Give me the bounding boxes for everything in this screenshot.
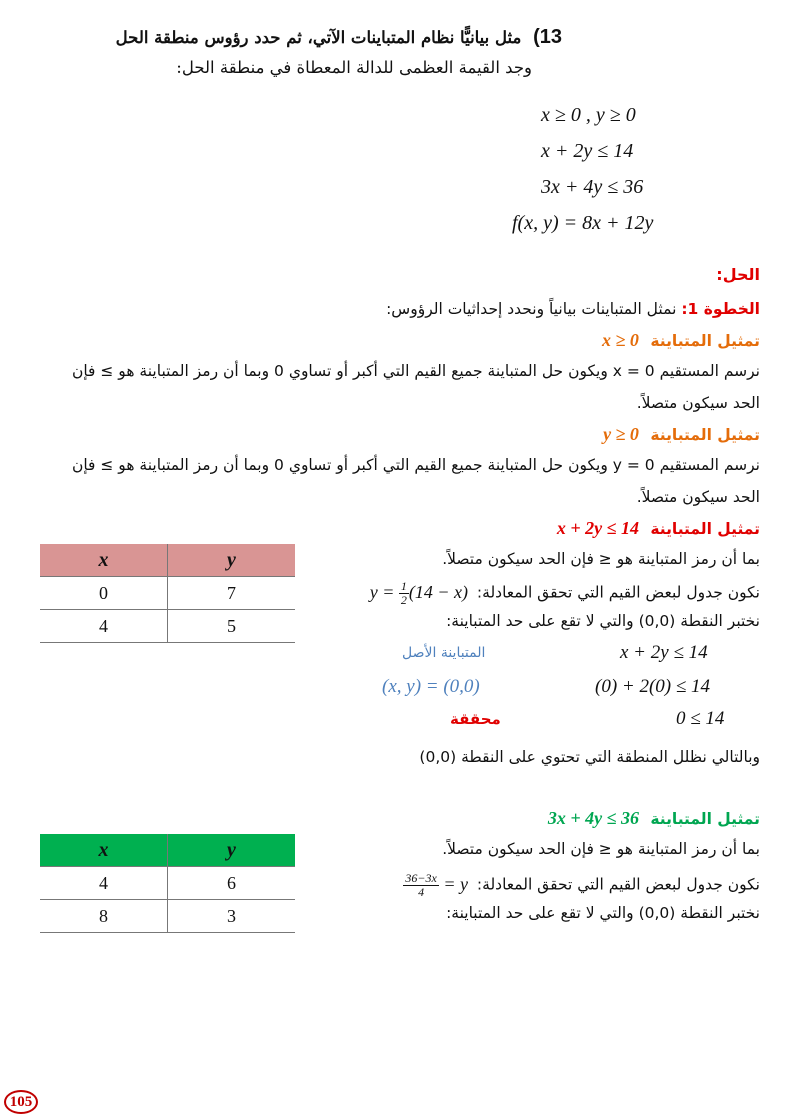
- section-4-line-3: نختبر النقطة (0,0) والتي لا تقع على حد المتباينة:: [446, 904, 760, 922]
- section-4-eq-fraction: [403, 872, 438, 899]
- table-cell: 0: [40, 577, 168, 610]
- section-4-eq-den: 4: [418, 885, 425, 899]
- step-1-label: الخطوة 1:: [681, 300, 760, 318]
- table-cell: 8: [40, 900, 168, 933]
- section-3-ineq: x + 2y ≤ 14: [556, 518, 639, 538]
- label-original-inequality: المتباينة الأصل: [402, 645, 486, 661]
- table-header-y: y: [168, 834, 296, 867]
- section-x-title-text: تمثيل المتباينة: [650, 332, 760, 350]
- table-cell: 3: [168, 900, 296, 933]
- section-y-text-2: الحد سيكون متصلاً.: [636, 488, 760, 506]
- table-row: [40, 544, 295, 577]
- solution-heading: الحل:: [716, 265, 760, 284]
- table-header-x: x: [40, 544, 168, 577]
- table-cell: 5: [168, 610, 296, 643]
- page-number: 105: [9, 1093, 33, 1110]
- section-4-line-2-text: نكون جدول لبعض القيم التي تحقق المعادلة:: [476, 875, 760, 894]
- section-3-title: [557, 518, 760, 539]
- section-3-line-2-text: نكون جدول لبعض القيم التي تحقق المعادلة:: [476, 583, 760, 602]
- section-3-line-2: [300, 580, 760, 607]
- table-row: [40, 834, 295, 867]
- section-3-line-3: نختبر النقطة (0,0) والتي لا تقع على حد المتباينة:: [446, 612, 760, 630]
- problem-line-2: وجد القيمة العظمى للدالة المعطاة في منطقة الحل:: [176, 58, 532, 77]
- section-4-equation: [403, 871, 468, 899]
- section-x-title: [602, 330, 760, 351]
- objective-function: f(x, y) = 8x + 12y: [512, 212, 654, 234]
- section-4-eq-prefix: y =: [438, 873, 468, 894]
- table-cell: 4: [40, 867, 168, 900]
- check-step-b-text: (0) + 2(0) ≤ 14: [595, 676, 711, 697]
- table-row: [40, 577, 295, 610]
- section-y-title: [603, 424, 760, 445]
- system-ineq-2: x + 2y ≤ 14: [541, 140, 634, 162]
- check-step-a: x + 2y ≤ 14: [620, 642, 708, 663]
- label-substitution: (x, y) = (0,0): [382, 676, 480, 697]
- page-number-badge: [4, 1090, 38, 1114]
- section-4-title: [548, 808, 760, 829]
- section-4-line-2: [300, 872, 760, 899]
- section-y-title-text: تمثيل المتباينة: [650, 426, 760, 444]
- problem-text-1: مثل بيانيًّا نظام المتباينات الآتي، ثم حدد رؤوس منطقة الحل: [115, 28, 522, 47]
- section-3-eq-num: 1: [400, 579, 407, 593]
- section-x-ineq: x ≥ 0: [602, 330, 639, 350]
- section-x-text-2: الحد سيكون متصلاً.: [636, 394, 760, 412]
- system-ineq-1: x ≥ 0 , y ≥ 0: [541, 104, 636, 126]
- system-ineq-3: 3x + 4y ≤ 36: [541, 176, 644, 198]
- section-4-ineq: 3x + 4y ≤ 36: [547, 808, 639, 828]
- section-3-conclusion: وبالتالي نظلل المنطقة التي تحتوي على النقطة (0,0): [419, 748, 760, 766]
- check-step-b: [595, 676, 710, 698]
- step-1: [40, 294, 760, 325]
- section-3-line-1: بما أن رمز المتباينة هو ≤ فإن الحد سيكون متصلاً.: [442, 550, 760, 568]
- table-row: [40, 867, 295, 900]
- table-section-3: [40, 544, 295, 643]
- table-header-x: x: [40, 834, 168, 867]
- table-row: [40, 900, 295, 933]
- section-4-line-1: بما أن رمز المتباينة هو ≤ فإن الحد سيكون متصلاً.: [442, 840, 760, 858]
- section-y-text-1: نرسم المستقيم y = 0 ويكون حل المتباينة جميع القيم التي أكبر أو تساوي 0 وبما أن رمز المتباينة هو ≥ فإن: [71, 456, 760, 474]
- section-y-ineq: y ≥ 0: [603, 424, 639, 444]
- table-header-y: y: [168, 544, 296, 577]
- table-cell: 4: [40, 610, 168, 643]
- problem-number: 13): [533, 26, 562, 48]
- section-3-eq-suffix: (14 − x): [408, 581, 468, 602]
- table-cell: 7: [168, 577, 296, 610]
- table-row: [40, 610, 295, 643]
- check-step-c: 0 ≤ 14: [676, 708, 725, 729]
- problem-line-1: [22, 26, 562, 49]
- table-section-4: [40, 834, 295, 933]
- section-x-text-1: نرسم المستقيم x = 0 ويكون حل المتباينة جميع القيم التي أكبر أو تساوي 0 وبما أن رمز المتباينة هو ≥ فإن: [71, 362, 760, 380]
- section-3-eq-fraction: [399, 580, 409, 607]
- section-3-equation: [369, 579, 468, 607]
- section-3-title-text: تمثيل المتباينة: [650, 520, 760, 538]
- section-4-title-text: تمثيل المتباينة: [650, 810, 760, 828]
- table-cell: 6: [168, 867, 296, 900]
- section-3-eq-prefix: y =: [369, 581, 399, 602]
- step-1-text: نمثل المتباينات بيانياً ونحدد إحداثيات الرؤوس:: [386, 300, 677, 318]
- section-3-eq-den: 2: [400, 593, 407, 607]
- label-satisfied: محققة: [450, 710, 501, 728]
- section-4-eq-num: 36−3x: [405, 871, 437, 885]
